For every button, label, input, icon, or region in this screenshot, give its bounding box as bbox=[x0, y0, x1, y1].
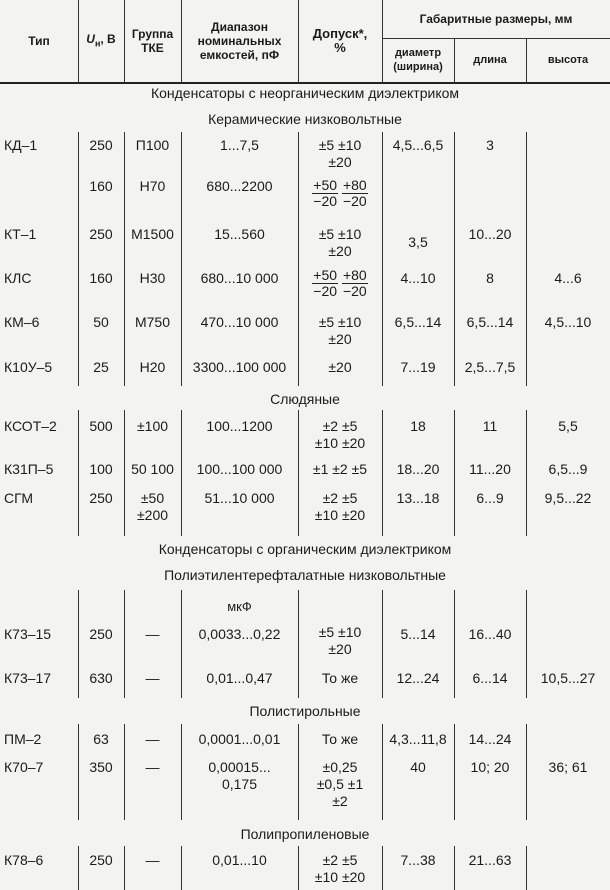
row-type: К78–6 bbox=[4, 852, 44, 868]
row-tolerance: ±5 ±10 ±20 bbox=[318, 624, 362, 657]
row-voltage: 100 bbox=[89, 461, 113, 477]
row-type: КЛС bbox=[4, 270, 32, 286]
row-voltage: 250 bbox=[89, 852, 113, 868]
row-voltage: 250 bbox=[89, 226, 113, 242]
row-tke: — bbox=[145, 670, 160, 686]
header-range: Диапазон номинальных емкостей, пФ bbox=[197, 20, 282, 62]
row-voltage: 630 bbox=[89, 670, 113, 686]
row-diameter: 18 bbox=[410, 418, 426, 434]
row-tolerance: ±5 ±10 ±20 bbox=[318, 314, 362, 347]
row-diameter: 18...20 bbox=[396, 461, 440, 477]
row-type: К70–7 bbox=[4, 759, 44, 775]
row-tolerance: ±20 bbox=[328, 359, 352, 375]
row-voltage: 350 bbox=[89, 759, 113, 775]
row-range: 100...100 000 bbox=[196, 461, 283, 477]
row-tolerance: ±5 ±10 ±20 bbox=[318, 226, 362, 259]
row-tke: ±100 bbox=[136, 418, 169, 434]
row-range: 0,01...0,47 bbox=[206, 670, 273, 686]
row-length: 21...63 bbox=[468, 852, 512, 868]
row-length: 6...14 bbox=[472, 670, 508, 686]
row-voltage: 500 bbox=[89, 418, 113, 434]
row-range: 680...10 000 bbox=[200, 270, 279, 286]
row-tolerance bbox=[298, 268, 382, 299]
row-height: 5,5 bbox=[558, 418, 578, 434]
row-length: 6,5...14 bbox=[466, 314, 514, 330]
subgroup-title-mica: Слюдяные bbox=[270, 391, 340, 407]
row-type: КД–1 bbox=[4, 137, 38, 153]
section-title-organic: Конденсаторы с органическим диэлектриком bbox=[158, 541, 452, 557]
tolerance-fraction: $\frac{+80}{-20}$ bbox=[342, 177, 367, 209]
header-voltage: $U_н$, В bbox=[86, 31, 116, 49]
header-dims: Габаритные размеры, мм bbox=[419, 12, 573, 26]
row-voltage: 25 bbox=[93, 359, 109, 375]
row-length: 11 bbox=[482, 418, 498, 434]
header-tolerance: Допуск*, % bbox=[312, 26, 368, 55]
row-type: К10У–5 bbox=[4, 359, 53, 375]
row-tke: Н30 bbox=[139, 270, 166, 286]
row-tke: П100 bbox=[135, 137, 170, 153]
header-length: длина bbox=[473, 54, 507, 66]
row-range: 100...1200 bbox=[206, 418, 273, 434]
row-length: 6...9 bbox=[476, 490, 504, 506]
subgroup-title-ceramic: Керамические низковольтные bbox=[208, 111, 402, 127]
row-voltage: 250 bbox=[89, 626, 113, 642]
row-tolerance: ±5 ±10 ±20 bbox=[318, 137, 362, 170]
row-height: 6,5...9 bbox=[548, 461, 588, 477]
row-diameter: 13...18 bbox=[396, 490, 440, 506]
row-diameter: 40 bbox=[410, 759, 426, 775]
row-tolerance: То же bbox=[321, 731, 359, 747]
row-length: 14...24 bbox=[468, 731, 512, 747]
row-range: 470...10 000 bbox=[200, 314, 279, 330]
row-type: СГМ bbox=[4, 490, 34, 506]
row-tolerance: ±0,25 ±0,5 ±1 ±2 bbox=[316, 759, 364, 809]
row-diameter: 4,5...6,5 bbox=[392, 137, 444, 153]
row-type: ПМ–2 bbox=[4, 731, 42, 747]
unit-note: мкФ bbox=[227, 599, 252, 614]
row-length: 8 bbox=[486, 270, 494, 286]
row-tke: Н70 bbox=[139, 178, 166, 194]
row-tke: — bbox=[145, 626, 160, 642]
tolerance-fraction: $\frac{+80}{-20}$ bbox=[342, 267, 367, 299]
row-voltage: 50 bbox=[93, 314, 109, 330]
row-length: 16...40 bbox=[468, 626, 512, 642]
row-voltage: 63 bbox=[93, 731, 109, 747]
row-voltage: 250 bbox=[89, 137, 113, 153]
row-range: 0,0033...0,22 bbox=[198, 626, 281, 642]
row-tke: — bbox=[145, 852, 160, 868]
row-tke: — bbox=[145, 731, 160, 747]
row-tke: ±50 ±200 bbox=[136, 490, 169, 523]
row-voltage: 250 bbox=[89, 490, 113, 506]
row-range: 0,01...10 bbox=[212, 852, 267, 868]
header-tke: Группа ТКЕ bbox=[131, 27, 174, 55]
row-diameter: 5...14 bbox=[400, 626, 436, 642]
row-type: КМ–6 bbox=[4, 314, 40, 330]
row-voltage: 160 bbox=[89, 270, 113, 286]
row-height: 4,5...10 bbox=[544, 314, 592, 330]
row-diameter: 6,5...14 bbox=[394, 314, 442, 330]
row-tolerance: ±1 ±2 ±5 bbox=[312, 461, 368, 477]
row-range: 1...7,5 bbox=[220, 137, 259, 153]
row-height: 10,5...27 bbox=[540, 670, 596, 686]
row-height: 9,5...22 bbox=[544, 490, 592, 506]
row-type: КСОТ–2 bbox=[4, 418, 57, 434]
row-length: 3 bbox=[486, 137, 494, 153]
row-diameter: 3,5 bbox=[408, 234, 428, 250]
row-tke: Н20 bbox=[139, 359, 166, 375]
subgroup-title-polypropylene: Полипропиленовые bbox=[240, 826, 370, 842]
row-range: 0,0001...0,01 bbox=[198, 731, 281, 747]
row-range: 15...560 bbox=[214, 226, 265, 242]
row-type: КТ–1 bbox=[4, 226, 37, 242]
row-type: К73–15 bbox=[4, 626, 52, 642]
row-range: 0,00015... 0,175 bbox=[208, 759, 271, 792]
row-type: К31П–5 bbox=[4, 461, 54, 477]
row-tolerance: ±2 ±5 ±10 ±20 bbox=[314, 852, 366, 885]
row-length: 2,5...7,5 bbox=[464, 359, 516, 375]
row-height: 36; 61 bbox=[548, 759, 588, 775]
row-diameter: 7...19 bbox=[400, 359, 436, 375]
header-height: высота bbox=[547, 54, 589, 66]
row-length: 10...20 bbox=[468, 226, 512, 242]
subgroup-title-pet: Полиэтилентерефталатные низковольтные bbox=[164, 567, 446, 583]
tolerance-fraction: $\frac{+50}{-20}$ bbox=[313, 267, 338, 299]
row-range: 3300...100 000 bbox=[192, 359, 287, 375]
row-voltage: 160 bbox=[89, 178, 113, 194]
row-diameter: 4...10 bbox=[400, 270, 436, 286]
table-header bbox=[0, 0, 610, 84]
subgroup-title-polystyrene: Полистирольные bbox=[249, 703, 361, 719]
row-tke: 50 100 bbox=[131, 461, 174, 477]
header-diameter: диаметр (ширина) bbox=[393, 47, 443, 73]
row-tolerance: ±2 ±5 ±10 ±20 bbox=[314, 418, 366, 451]
row-height: 4...6 bbox=[554, 270, 582, 286]
row-length: 10; 20 bbox=[470, 759, 510, 775]
row-length: 11...20 bbox=[469, 461, 511, 477]
row-diameter: 4,3...11,8 bbox=[389, 731, 447, 747]
row-type: К73–17 bbox=[4, 670, 52, 686]
row-diameter: 12...24 bbox=[396, 670, 440, 686]
row-tolerance bbox=[298, 178, 382, 209]
row-tke: — bbox=[145, 759, 160, 775]
tolerance-fraction: $\frac{+50}{-20}$ bbox=[313, 177, 338, 209]
row-tke: М750 bbox=[134, 314, 171, 330]
row-diameter: 7...38 bbox=[400, 852, 436, 868]
section-title-inorganic: Конденсаторы с неорганическим диэлектриком bbox=[150, 85, 460, 101]
row-tolerance: ±2 ±5 ±10 ±20 bbox=[314, 490, 366, 523]
row-tolerance: То же bbox=[321, 670, 359, 686]
row-range: 51...10 000 bbox=[204, 490, 275, 506]
header-type: Тип bbox=[28, 34, 50, 48]
row-tke: М1500 bbox=[131, 226, 174, 242]
row-range: 680...2200 bbox=[206, 178, 273, 194]
